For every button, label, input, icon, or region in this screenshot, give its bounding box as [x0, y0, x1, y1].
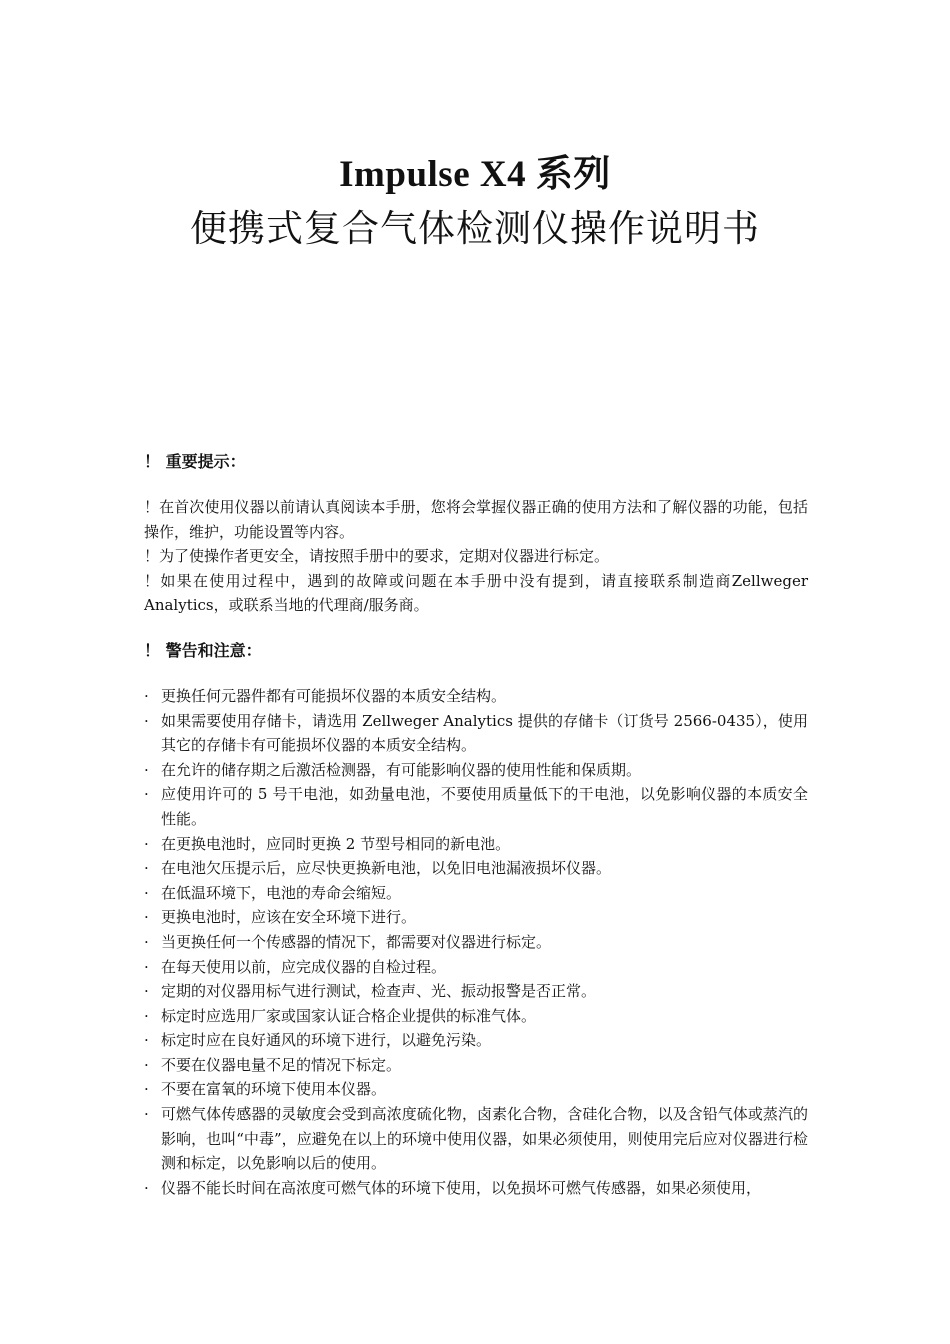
warning-text: 当更换任何一个传感器的情况下，都需要对仪器进行标定。	[161, 932, 552, 951]
warning-text: 仪器不能长时间在高浓度可燃气体的环境下使用，以免损坏可燃气传感器，如果必须使用，	[161, 1178, 762, 1197]
bullet-marker: ·	[144, 1031, 149, 1050]
warning-text: 不要在仪器电量不足的情况下标定。	[161, 1055, 402, 1074]
warning-item	[144, 1004, 808, 1029]
warning-text: 更换任何元器件都有可能损坏仪器的本质安全结构。	[161, 686, 507, 705]
warning-text: 在电池欠压提示后，应尽快更换新电池，以免旧电池漏液损坏仪器。	[161, 859, 612, 878]
bullet-marker: ·	[144, 908, 149, 927]
warning-item	[144, 955, 808, 980]
bullet-marker: ·	[144, 982, 149, 1001]
bullet-marker: ·	[144, 957, 149, 976]
bullet-marker: ·	[144, 883, 149, 902]
warning-text: 标定时应选用厂家或国家认证合格企业提供的标准气体。	[161, 1006, 537, 1025]
document-body	[144, 447, 808, 1200]
warning-item	[144, 709, 808, 758]
important-notice-item: ！如果在使用过程中，遇到的故障或问题在本手册中没有提到，请直接联系制造商Zellweger Analytics，或联系当地的代理商/服务商。	[144, 571, 808, 615]
warning-text: 更换电池时，应该在安全环境下进行。	[161, 908, 417, 927]
warning-text: 如果需要使用存储卡，请选用 Zellweger Analytics 提供的存储卡（订货号 2566-0435），使用其它的存储卡有可能损坏仪器的本质安全结构。	[161, 711, 808, 755]
warning-item	[144, 1176, 808, 1201]
warning-item	[144, 905, 808, 930]
warning-item	[144, 758, 808, 783]
spacer	[144, 477, 808, 495]
title-product-series: Impulse X4 系列	[339, 154, 611, 195]
warning-item	[144, 1028, 808, 1053]
bullet-marker: ·	[144, 932, 149, 951]
title-manual-name: 便携式复合气体检测仪操作说明书	[190, 207, 760, 250]
bullet-marker: ·	[144, 1105, 149, 1124]
warning-text: 在允许的储存期之后激活检测器，有可能影响仪器的使用性能和保质期。	[161, 760, 642, 779]
spacer	[144, 618, 808, 636]
warning-item	[144, 930, 808, 955]
warning-text: 在更换电池时，应同时更换 2 节型号相同的新电池。	[161, 834, 511, 853]
important-notice-item: ！在首次使用仪器以前请认真阅读本手册，您将会掌握仪器正确的使用方法和了解仪器的功能，包括操作，维护，功能设置等内容。	[144, 498, 808, 541]
warning-item	[144, 1102, 808, 1176]
spacer	[144, 666, 808, 684]
bullet-marker: ·	[144, 859, 149, 878]
bullet-marker: ·	[144, 686, 149, 705]
warning-item	[144, 684, 808, 709]
document-title	[0, 148, 950, 256]
warning-item	[144, 782, 808, 831]
warning-text: 不要在富氧的环境下使用本仪器。	[161, 1080, 387, 1099]
bullet-marker: ·	[144, 711, 149, 730]
warning-text: 应使用许可的 5 号干电池，如劲量电池，不要使用质量低下的干电池，以免影响仪器的本质安全性能。	[161, 785, 808, 828]
warning-item	[144, 832, 808, 857]
warning-item	[144, 1053, 808, 1078]
warning-text: 在每天使用以前，应完成仪器的自检过程。	[161, 957, 447, 976]
warnings-heading: ！ 警告和注意：	[144, 640, 262, 660]
warning-text: 在低温环境下，电池的寿命会缩短。	[161, 883, 402, 902]
warning-item	[144, 881, 808, 906]
warning-item	[144, 1077, 808, 1102]
warning-text: 定期的对仪器用标气进行测试，检查声、光、振动报警是否正常。	[161, 982, 597, 1001]
bullet-marker: ·	[144, 760, 149, 779]
important-notice-heading: ！ 重要提示：	[144, 452, 246, 471]
bullet-marker: ·	[144, 1055, 149, 1074]
warning-text: 标定时应在良好通风的环境下进行，以避免污染。	[161, 1031, 492, 1050]
warning-text: 可燃气体传感器的灵敏度会受到高浓度硫化物，卤素化合物，含硅化合物，以及含铅气体或蒸汽的影响，也叫“中毒”，应避免在以上的环境中使用仪器，如果必须使用，则使用完后应对仪器进行检测和标定，以免影响以后的使用。	[161, 1105, 808, 1173]
important-notice-item: ！为了使操作者更安全，请按照手册中的要求，定期对仪器进行标定。	[144, 547, 610, 566]
bullet-marker: ·	[144, 785, 149, 804]
bullet-marker: ·	[144, 834, 149, 853]
warning-item	[144, 979, 808, 1004]
bullet-marker: ·	[144, 1178, 149, 1197]
bullet-marker: ·	[144, 1006, 149, 1025]
bullet-marker: ·	[144, 1080, 149, 1099]
warnings-list	[144, 684, 808, 1200]
warning-item	[144, 856, 808, 881]
